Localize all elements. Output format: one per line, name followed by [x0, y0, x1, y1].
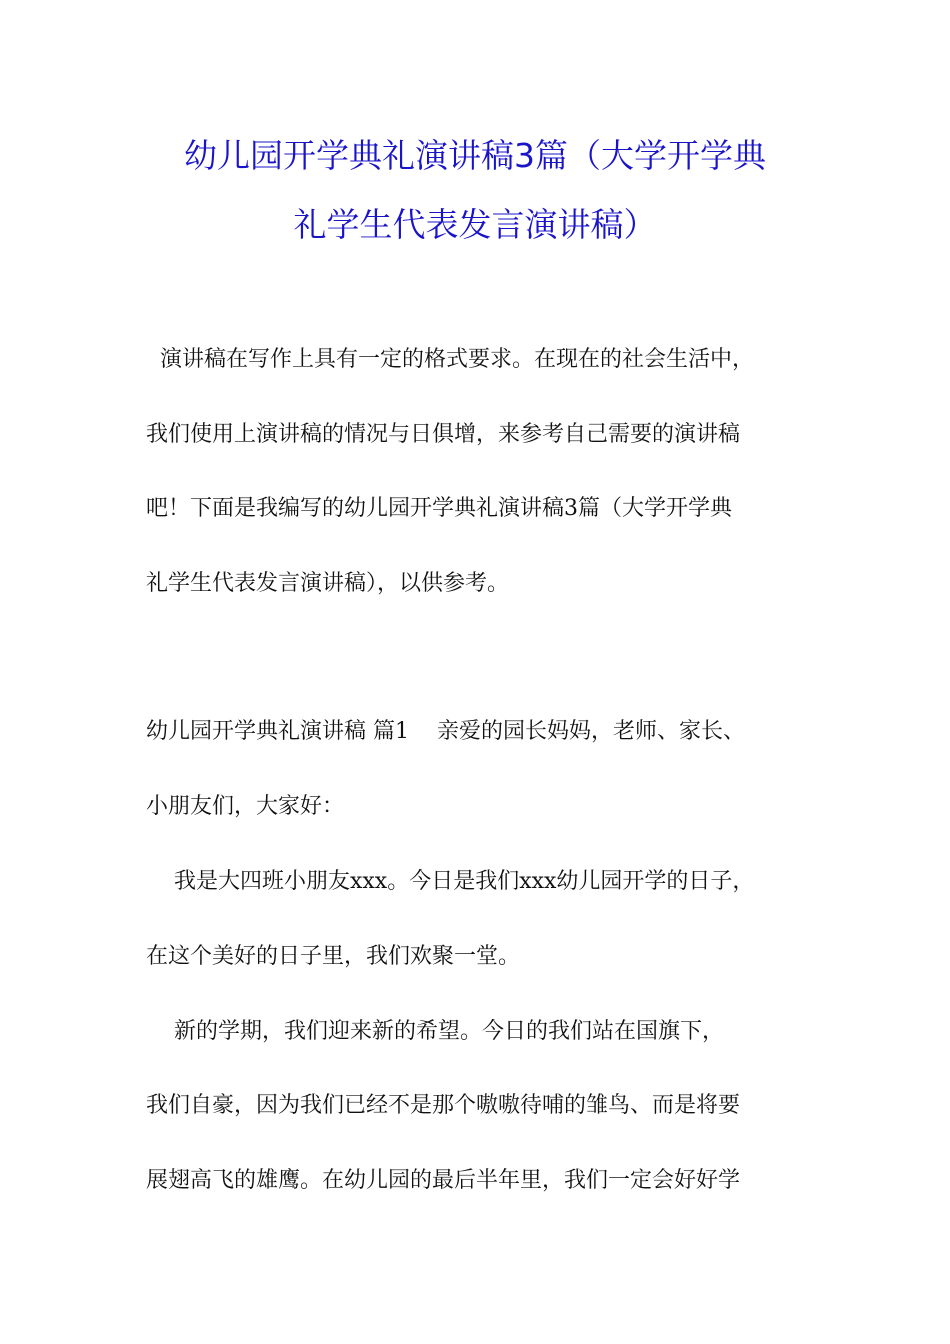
paragraph-line: 我们使用上演讲稿的情况与日俱增，来参考自己需要的演讲稿 [146, 422, 741, 447]
paragraph-line: 小朋友们，大家好： [146, 794, 345, 819]
paragraph-line: 我是大四班小朋友xxx。今日是我们xxx幼儿园开学的日子， [146, 869, 755, 894]
document-title-line-1: 幼儿园开学典礼演讲稿3篇（大学开学典 [184, 136, 766, 175]
paragraph-line: 展翅高飞的雄鹰。在幼儿园的最后半年里，我们一定会好好学 [146, 1168, 741, 1193]
document-title-line-2: 礼学生代表发言演讲稿） [293, 205, 657, 244]
section-heading-line: 幼儿园开学典礼演讲稿 篇1 亲爱的园长妈妈，老师、家长、 [146, 719, 745, 744]
paragraph-line: 我们自豪，因为我们已经不是那个嗷嗷待哺的雏鸟、而是将要 [146, 1093, 741, 1118]
paragraph-line: 在这个美好的日子里，我们欢聚一堂。 [146, 944, 521, 969]
paragraph-line: 礼学生代表发言演讲稿），以供参考。 [146, 571, 510, 596]
paragraph-line: 新的学期，我们迎来新的希望。今日的我们站在国旗下， [146, 1019, 724, 1044]
paragraph-line: 演讲稿在写作上具有一定的格式要求。在现在的社会生活中， [146, 347, 754, 372]
paragraph-line: 吧！下面是我编写的幼儿园开学典礼演讲稿3篇（大学开学典 [146, 496, 732, 521]
